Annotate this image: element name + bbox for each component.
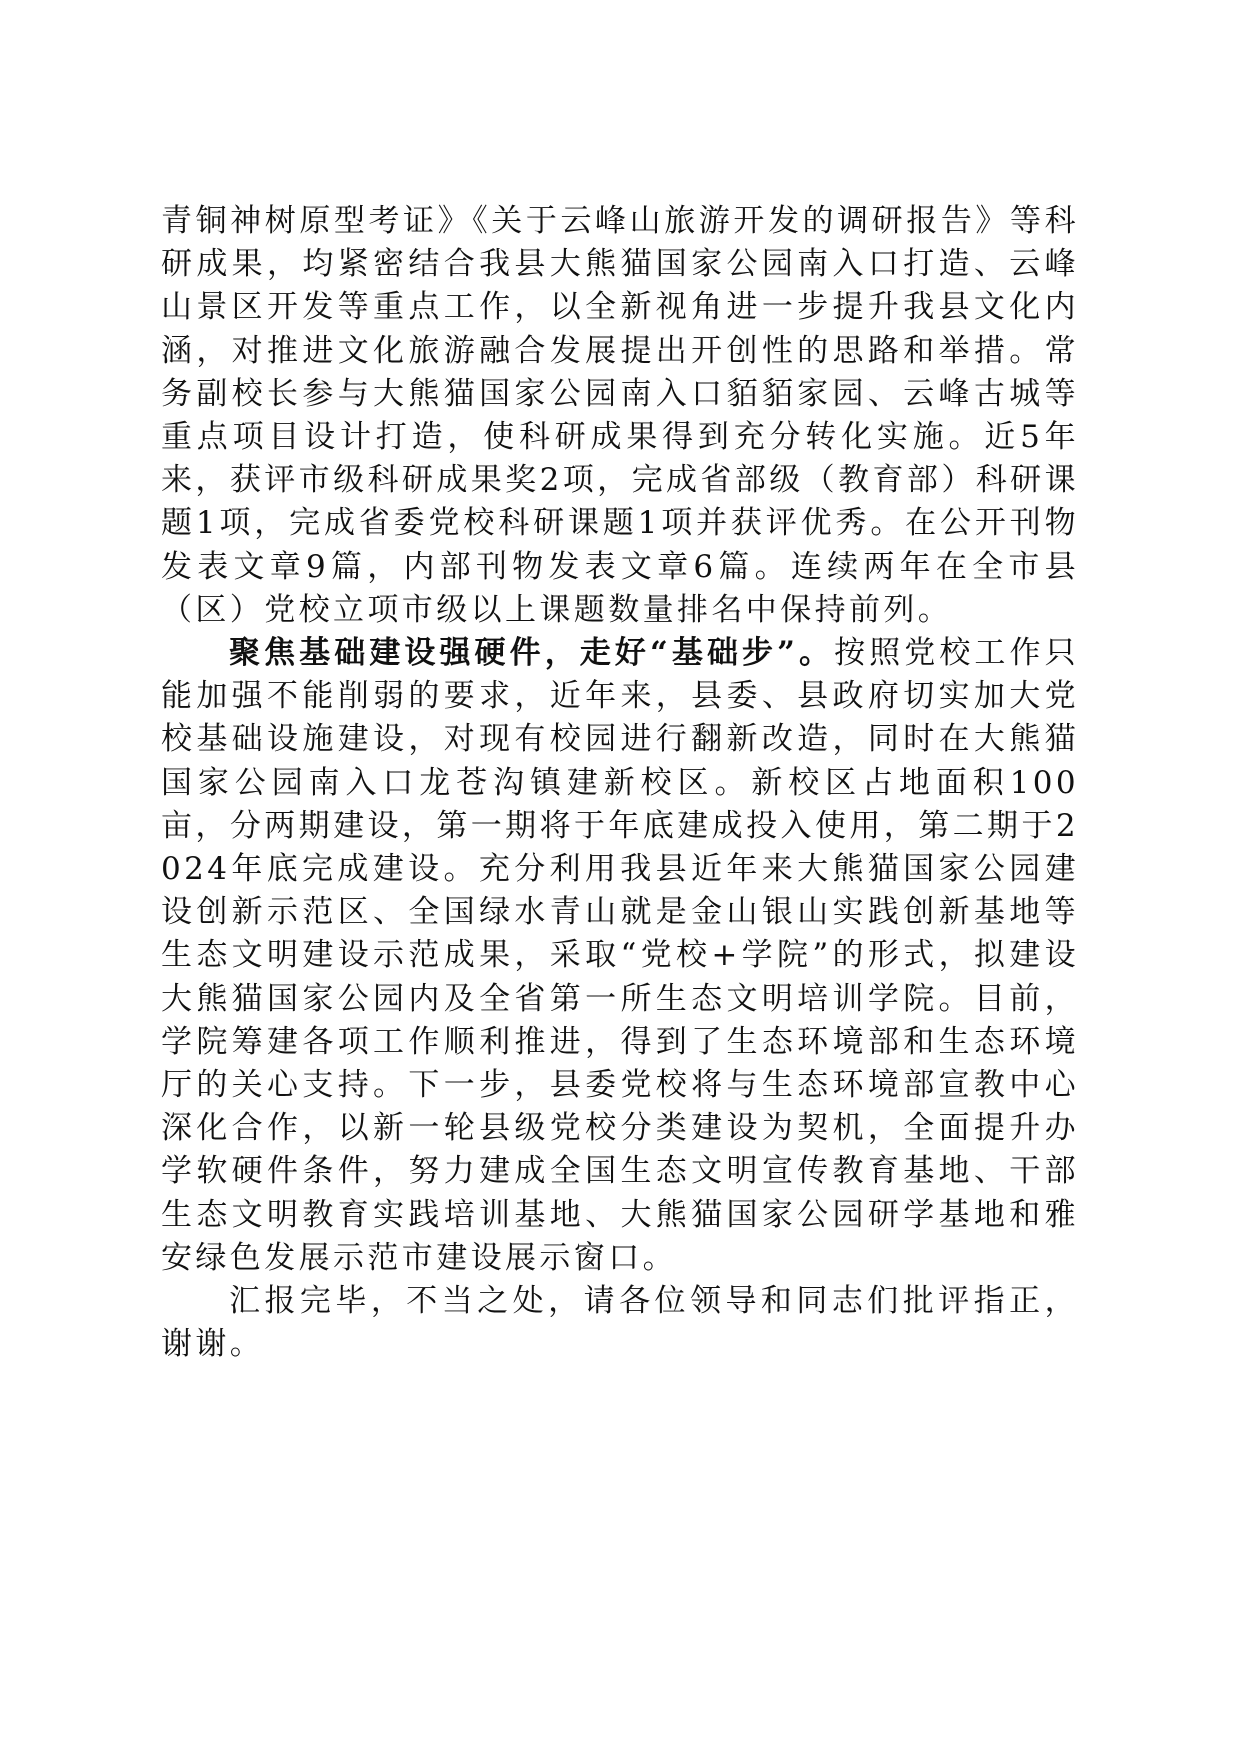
paragraph-continuation bbox=[161, 200, 1079, 632]
paragraph-text: 按照党校工作只能加强不能削弱的要求，近年来，县委、县政府切实加大党校基础设施建设，对现有校园进行翻新改造，同时在大熊猫国家公园南入口龙苍沟镇建新校区。新校区占地面积100亩，分两期建设，第一期将于年底建成投入使用，第二期于2024年底完成建设。充分利用我县近年来大熊猫国家公园建设创新示范区、全国绿水青山就是金山银山实践创新基地等生态文明建设示范成果，采取“党校+学院”的形式，拟建设大熊猫国家公园内及全省第一所生态文明培训学院。目前，学院筹建各项工作顺利推进，得到了生态环境部和生态环境厅的关心支持。下一步，县委党校将与生态环境部宣教中心深化合作，以新一轮县级党校分类建设为契机，全面提升办学软硬件条件，努力建成全国生态文明宣传教育基地、干部生态文明教育实践培训基地、大熊猫国家公园研学基地和雅安绿色发展示范市建设展示窗口。 bbox=[161, 635, 1079, 1276]
paragraph-infrastructure bbox=[161, 632, 1079, 1280]
paragraph-text: 汇报完毕，不当之处，请各位领导和同志们批评指正，谢谢。 bbox=[161, 1283, 1079, 1363]
paragraph-lead-heading: 聚焦基础建设强硬件，走好“基础步”。 bbox=[229, 635, 835, 672]
document-body bbox=[161, 200, 1079, 1366]
paragraph-closing bbox=[161, 1280, 1079, 1366]
paragraph-text: 青铜神树原型考证》《关于云峰山旅游开发的调研报告》等科研成果，均紧密结合我县大熊猫国家公园南入口打造、云峰山景区开发等重点工作，以全新视角进一步提升我县文化内涵，对推进文化旅游融合发展提出开创性的思路和举措。常务副校长参与大熊猫国家公园南入口貊貊家园、云峰古城等重点项目设计打造，使科研成果得到充分转化实施。近5年来，获评市级科研成果奖2项，完成省部级（教育部）科研课题1项，完成省委党校科研课题1项并获评优秀。在公开刊物发表文章9篇，内部刊物发表文章6篇。连续两年在全市县（区）党校立项市级以上课题数量排名中保持前列。 bbox=[161, 203, 1079, 628]
